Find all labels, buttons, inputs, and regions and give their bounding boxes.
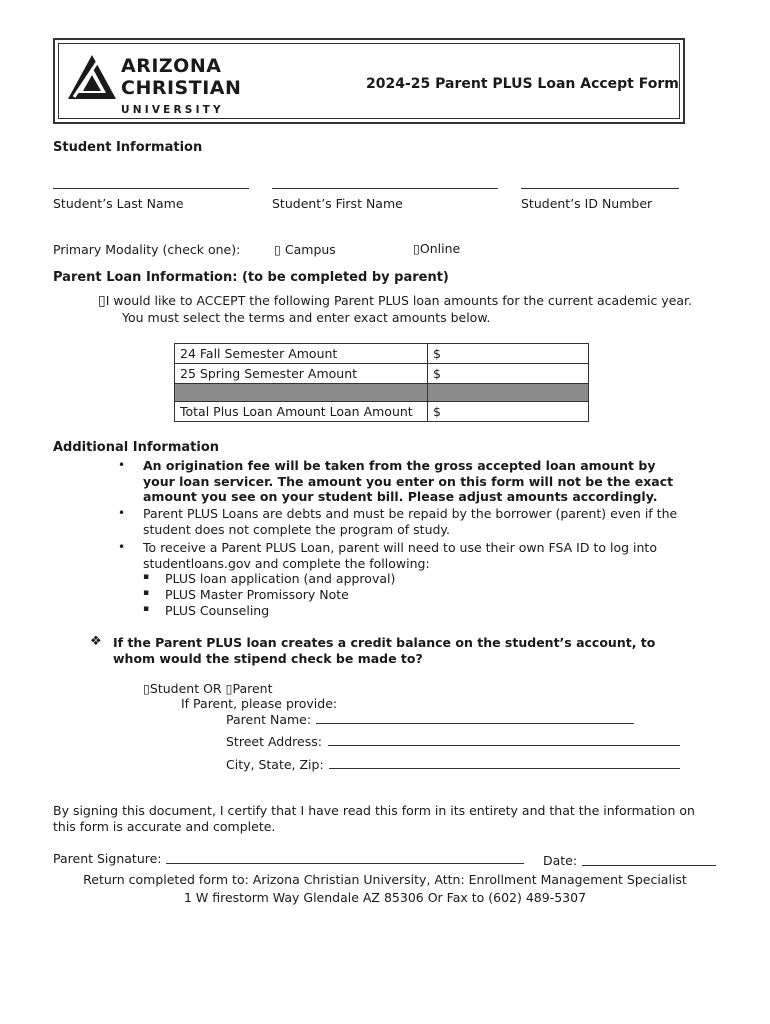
form-title: 2024-25 Parent PLUS Loan Accept Form [366,76,679,92]
campus-checkbox[interactable]: ▯ [274,242,281,257]
stipend-options [143,681,273,696]
square-bullet-icon: ▪ [143,588,150,598]
student-info-heading: Student Information [53,140,203,155]
return-address-line1: Return completed form to: Arizona Christian University, Attn: Enrollment Management Specialist [83,872,687,887]
fall-amount-input[interactable]: $ [428,344,589,364]
last-name-field[interactable] [53,188,249,189]
spring-amount-label: 25 Spring Semester Amount [175,364,428,384]
accept-text-line1: I would like to ACCEPT the following Parent PLUS loan amounts for the current academic year. [105,293,693,308]
table-row [175,344,589,364]
online-option[interactable] [413,241,460,256]
modality-label: Primary Modality (check one): [53,242,241,257]
online-checkbox[interactable]: ▯ [413,241,420,256]
table-row [175,364,589,384]
parent-name-field[interactable] [316,723,634,724]
additional-info-heading: Additional Information [53,440,220,455]
loan-amount-table [174,343,589,422]
accept-text-line2: You must select the terms and enter exact amounts below. [122,310,491,325]
parent-option-label: Parent [232,681,273,696]
parent-checkbox[interactable]: ▯ [225,681,233,696]
plus-loan-debt-note: Parent PLUS Loans are debts and must be repaid by the borrower (parent) even if the student does not complete the program of study. [143,506,678,537]
bullet-icon: • [118,540,126,554]
square-bullet-icon: ▪ [143,572,150,582]
stipend-question: If the Parent PLUS loan creates a credit balance on the student’s account, to whom would the stipend check be made to? [113,635,656,666]
parent-name-label: Parent Name: [226,712,312,727]
street-address-field[interactable] [328,745,680,746]
logo-text-christian: CHRISTIAN [121,77,242,99]
diamond-bullet-icon: ❖ [90,634,102,649]
date-field[interactable] [582,865,716,866]
square-bullet-icon: ▪ [143,604,150,614]
parent-signature-label: Parent Signature: [53,851,162,866]
origination-fee-note: An origination fee will be taken from the gross accepted loan amount by your loan servicer. The amount you enter on this form will not be the exact amount you see on your student bill. Please adjust amounts accordingly. [143,458,674,504]
sub-item-promissory-note: PLUS Master Promissory Note [165,587,349,602]
city-state-zip-label: City, State, Zip: [226,757,324,772]
campus-option[interactable] [274,242,336,257]
logo-text-university: UNIVERSITY [121,104,224,116]
fall-amount-label: 24 Fall Semester Amount [175,344,428,364]
university-logo-icon [68,55,116,99]
first-name-field[interactable] [272,188,498,189]
accept-checkbox[interactable]: ▯ [98,293,106,309]
first-name-label: Student’s First Name [272,196,403,211]
total-amount-label: Total Plus Loan Amount Loan Amount [175,402,428,422]
shaded-cell [428,384,589,402]
loan-info-heading-part1: Parent [53,270,102,285]
header-inner-border [58,43,680,119]
sub-item-application: PLUS loan application (and approval) [165,571,396,586]
table-row-shaded [175,384,589,402]
student-checkbox[interactable]: ▯ [143,681,150,696]
total-amount-input[interactable]: $ [428,402,589,422]
bullet-icon: • [118,506,126,520]
bullet-icon: • [118,458,126,472]
online-label: Online [419,241,461,256]
sub-item-counseling: PLUS Counseling [165,603,270,618]
shaded-cell [175,384,428,402]
student-id-field[interactable] [521,188,679,189]
loan-info-heading [53,270,449,285]
certification-text: By signing this document, I certify that I have read this form in its entirety and that the information on this form is accurate and complete. [53,803,695,834]
if-parent-label: If Parent, please provide: [181,696,338,711]
spring-amount-input[interactable]: $ [428,364,589,384]
logo-text-arizona: ARIZONA [121,55,222,77]
table-row [175,402,589,422]
student-option-label: Student OR [149,681,222,696]
fsa-id-note: To receive a Parent PLUS Loan, parent will need to use their own FSA ID to log into studentloans.gov and complete the following: [143,540,657,571]
loan-info-heading-part2: Loan Information: (to be completed by parent) [106,270,449,285]
parent-signature-field[interactable] [166,863,524,864]
campus-label: Campus [284,242,336,257]
accept-statement [98,293,692,309]
header-box [53,38,685,124]
date-label: Date: [543,853,578,868]
student-id-label: Student’s ID Number [521,196,653,211]
last-name-label: Student’s Last Name [53,196,184,211]
return-address-line2: 1 W firestorm Way Glendale AZ 85306 Or Fax to (602) 489-5307 [183,890,587,905]
street-address-label: Street Address: [226,734,322,749]
city-state-zip-field[interactable] [329,768,680,769]
